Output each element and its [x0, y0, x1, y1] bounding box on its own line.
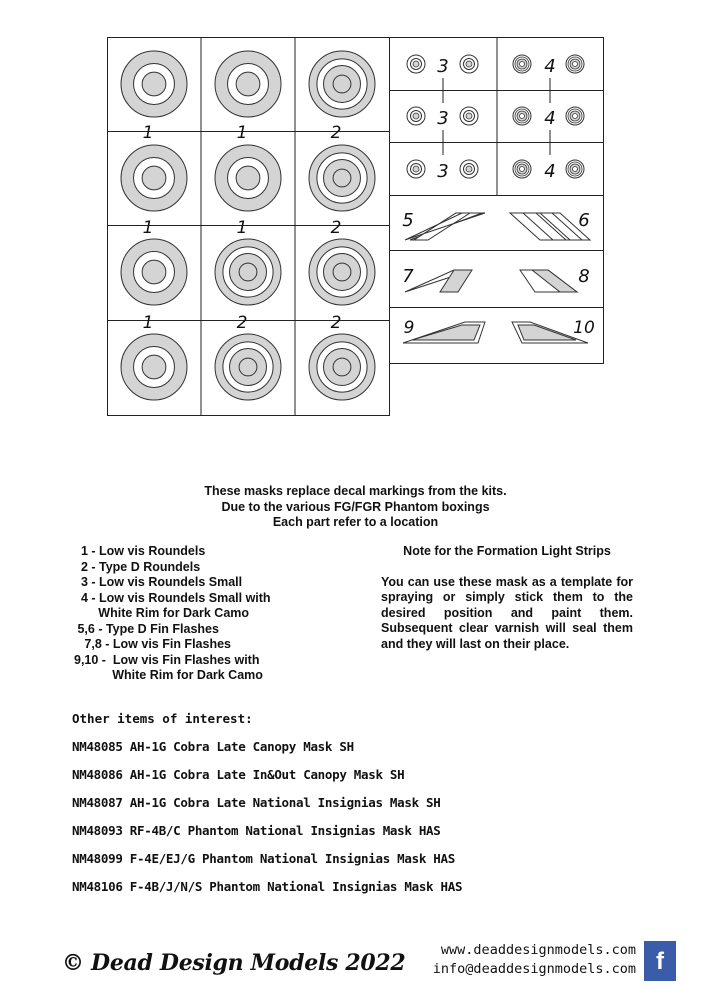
roundel-center	[142, 260, 166, 284]
legend-line: 5,6 - Type D Fin Flashes	[74, 621, 219, 636]
legend-line: 9,10 - Low vis Fin Flashes with	[74, 652, 260, 667]
product-item: NM48106 F-4B/J/N/S Phantom National Insignias Mask HAS	[72, 879, 463, 894]
roundel-center	[236, 166, 260, 190]
small-roundel-center	[466, 113, 472, 119]
fin-flash-5-outline	[405, 213, 485, 240]
roundel-center	[142, 72, 166, 96]
website-link[interactable]: www.deaddesignmodels.com	[440, 942, 636, 958]
part-number-label: 10	[573, 318, 595, 338]
small-roundel-center	[573, 62, 578, 67]
part-number-label: 1	[142, 123, 154, 143]
legend-line: 1 - Low vis Roundels	[74, 544, 206, 558]
contact-info	[433, 941, 636, 979]
part-number-label: 9	[403, 318, 415, 338]
intro-line-1: These masks replace decal markings from the kits.	[204, 484, 507, 498]
part-number-label: 5	[402, 210, 414, 231]
roundel-center	[333, 358, 351, 376]
part-number-label: 3	[437, 108, 449, 129]
fin-flash-masks	[403, 213, 590, 343]
roundel-center	[333, 75, 351, 93]
part-number-label: 1	[236, 123, 248, 143]
legend-line: 2 - Type D Roundels	[74, 559, 201, 574]
part-number-label: 6	[578, 210, 590, 231]
small-roundel-center	[413, 166, 419, 172]
fin-flash-10-fill	[518, 325, 576, 340]
small-roundel-center	[466, 166, 472, 172]
intro-text	[0, 484, 711, 531]
legend-line: White Rim for Dark Camo	[74, 668, 263, 682]
product-item: NM48085 AH-1G Cobra Late Canopy Mask SH	[72, 739, 354, 754]
roundel-center	[236, 72, 260, 96]
small-roundel-center	[573, 114, 578, 119]
intro-line-3: Each part refer to a location	[272, 515, 439, 529]
small-roundel-center	[520, 62, 525, 67]
fin-flash-7-fill	[440, 270, 472, 292]
roundel-center	[239, 358, 257, 376]
legend-line: 3 - Low vis Roundels Small	[74, 575, 243, 589]
legend-line: 7,8 - Low vis Fin Flashes	[74, 637, 231, 651]
small-roundel-center	[413, 113, 419, 119]
email-link[interactable]: info@deaddesignmodels.com	[432, 961, 636, 977]
product-item: NM48086 AH-1G Cobra Late In&Out Canopy Mask SH	[72, 767, 405, 782]
part-number-label: 4	[544, 108, 556, 129]
small-roundel-center	[573, 167, 578, 172]
other-items-title: Other items of interest:	[72, 711, 253, 726]
small-roundel-center	[520, 114, 525, 119]
formation-light-note	[381, 544, 633, 652]
part-number-label: 7	[402, 266, 414, 287]
fin-flash-5-stripe	[414, 213, 470, 240]
roundel-center	[333, 263, 351, 281]
roundel-center	[239, 263, 257, 281]
note-title: Note for the Formation Light Strips	[403, 544, 611, 558]
small-roundel-center	[413, 61, 419, 67]
part-number-label: 8	[578, 266, 590, 287]
small-roundel-center	[466, 61, 472, 67]
product-item: NM48093 RF-4B/C Phantom National Insignias Mask HAS	[72, 823, 441, 838]
part-number-label: 1	[142, 218, 154, 238]
legend-line: 4 - Low vis Roundels Small with	[74, 590, 271, 605]
small-roundel-masks	[407, 55, 584, 178]
roundel-center	[333, 169, 351, 187]
roundel-center	[142, 166, 166, 190]
part-number-label: 1	[142, 313, 154, 333]
legend-line: White Rim for Dark Camo	[74, 606, 250, 620]
part-number-label: 4	[544, 161, 556, 182]
note-body: You can use these mask as a template for spraying or simply stick them to the desired position and paint them. Subsequent clear varnish will seal them and they will last on their place.	[381, 574, 633, 651]
facebook-icon[interactable]: f	[644, 941, 676, 981]
part-number-label: 2	[330, 313, 342, 333]
product-item: NM48099 F-4E/EJ/G Phantom National Insignias Mask HAS	[72, 851, 455, 866]
part-number-label: 1	[236, 218, 248, 238]
intro-line-2: Due to the various FG/FGR Phantom boxings	[221, 499, 490, 514]
part-number-label: 2	[330, 123, 342, 143]
small-roundel-center	[520, 167, 525, 172]
mask-sheet	[0, 0, 711, 470]
copyright: © Dead Design Models 2022	[62, 950, 406, 976]
part-number-label: 3	[437, 161, 449, 182]
parts-legend	[74, 544, 271, 684]
part-number-label: 4	[544, 56, 556, 77]
part-number-label: 2	[236, 313, 248, 333]
other-items-list	[72, 711, 462, 907]
fin-flash-9-fill	[412, 325, 480, 340]
part-number-label: 3	[437, 56, 449, 77]
roundel-center	[142, 355, 166, 379]
product-item: NM48087 AH-1G Cobra Late National Insignias Mask SH	[72, 795, 441, 810]
part-number-label: 2	[330, 218, 342, 238]
